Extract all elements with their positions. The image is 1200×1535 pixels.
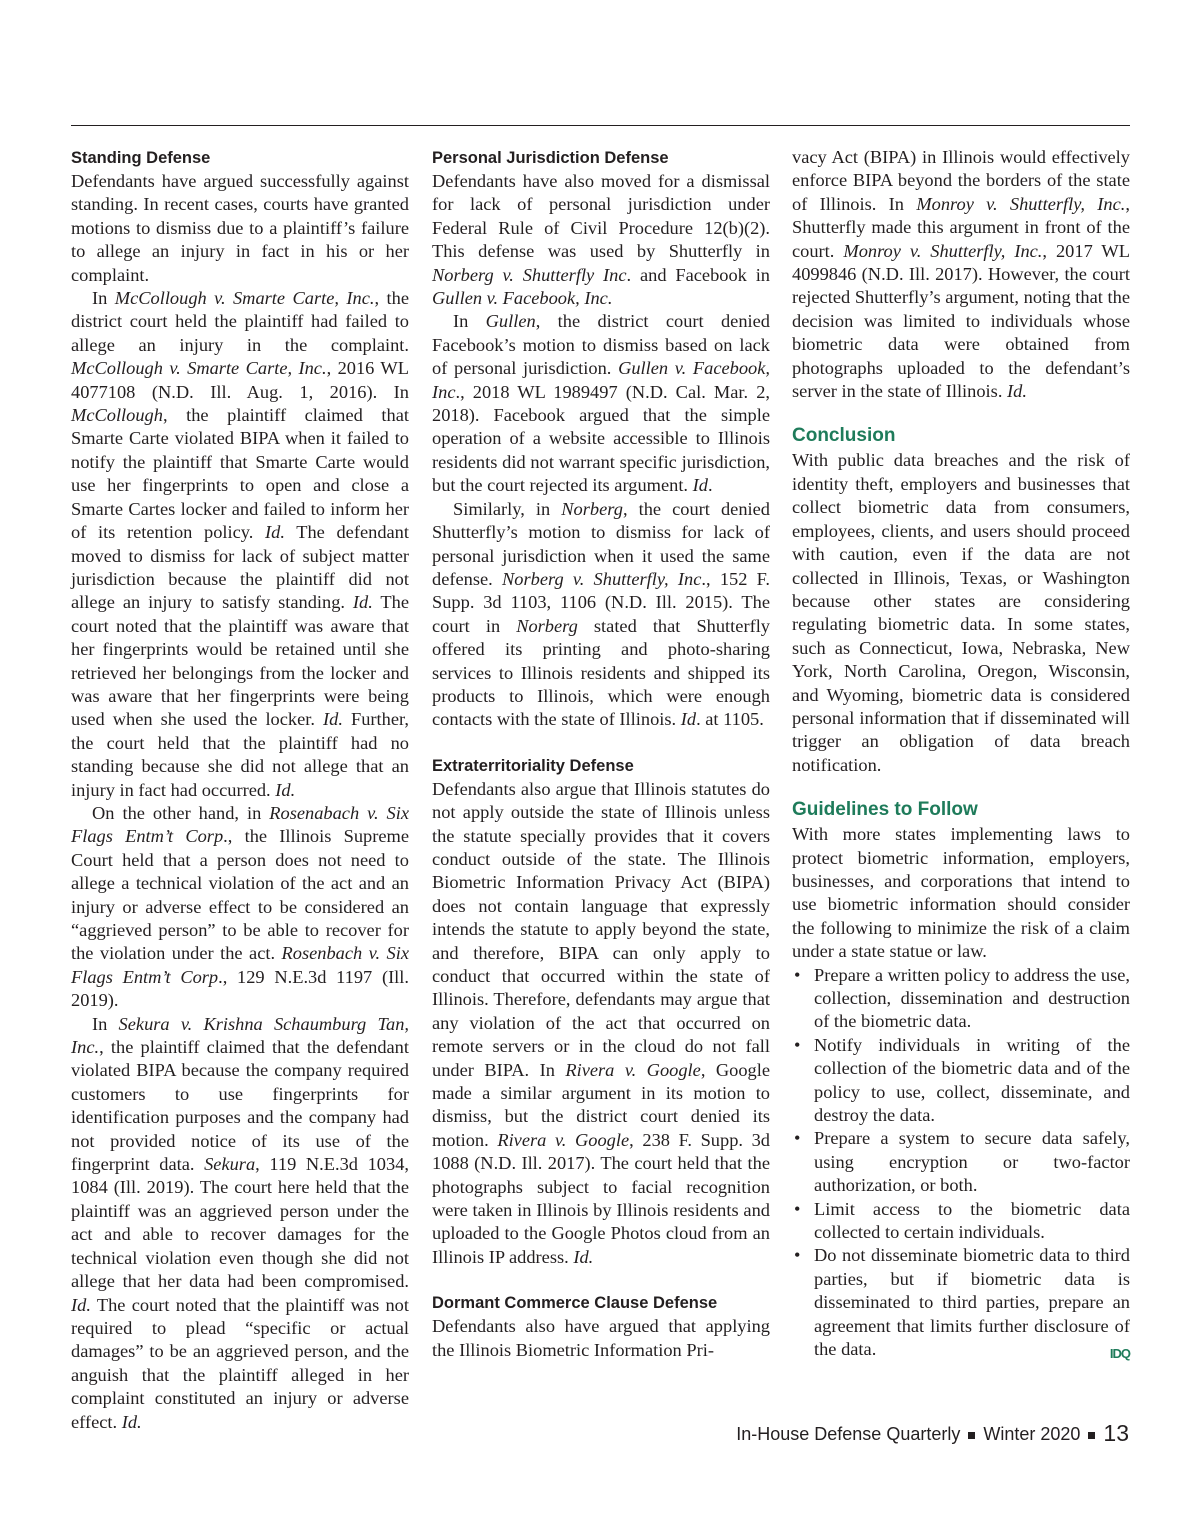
- guidelines-list: [792, 964, 1130, 1362]
- list-item-text: Do not disseminate biometric data to third parties, but if biometric data is disseminated to third parties, prepare an agreement that limits further disclosure of the data.: [814, 1245, 1130, 1360]
- text-run: , Shutterfly made this argument in front of the court.: [792, 193, 1130, 261]
- case-citation-text: Rivera v. Google: [565, 1059, 701, 1080]
- case-citation-text: Monroy v. Shutterfly, Inc.: [916, 193, 1126, 214]
- text-run: , the plaintiff claimed that Smarte Carte violated BIPA when it failed to notify the plaintiff that Smarte Carte would use her fingerprints to open and close a Smarte Cartes locker and failed to inform her of its retention policy.: [71, 405, 409, 543]
- paragraph: With public data breaches and the risk of identity theft, employers and businesses that collect biometric data from consumers, employees, clients, and users should proceed with caution, even if the data are not collected in Illinois, Texas, or Washington because other states are considering regulating biometric data. In some states, such as Connecticut, Iowa, Nebraska, New York, North Carolina, Oregon, Wisconsin, and Wyoming, biometric data is considered personal information that if disseminated will trigger an obligation of data breach notification.: [792, 450, 1130, 775]
- case-citation-text: Id.: [1007, 381, 1027, 402]
- page-number: 13: [1103, 1420, 1129, 1446]
- spacer: [792, 777, 1130, 797]
- list-item: [792, 1034, 1130, 1128]
- column-2: [432, 146, 770, 1362]
- text-run: stated that Shutterfly offered its printing and photo-sharing services to Illinois residents and shipped its products to Illinois, which were enough contacts with the state of Illinois.: [432, 615, 770, 730]
- paragraph: [432, 498, 770, 732]
- journal-title: In-House Defense Quarterly: [736, 1424, 961, 1444]
- case-citation-text: Id.: [573, 1246, 594, 1267]
- case-citation-text: McCollough: [71, 405, 163, 426]
- case-citation-text: Rosenabach v. Six Flags Entm’t Corp: [71, 802, 409, 847]
- case-citation-text: Id.: [275, 779, 296, 800]
- text-run: Further, the court held that the plaintiff had no standing because she did not allege that an injury in fact had occurred.: [71, 709, 409, 800]
- case-citation-text: Id: [680, 709, 697, 730]
- text-run: ., 2018 WL 1989497 (N.D. Cal. Mar. 2, 2018). Facebook argued that the simple operation of a website accessible to Illinois residents did not warrant specific jurisdiction, but the court rejected its argument.: [432, 381, 770, 496]
- list-item-text: Prepare a written policy to address the use, collection, dissemination and destruction of the biometric data.: [814, 964, 1130, 1032]
- list-item-text: Limit access to the biometric data collected to certain individuals.: [814, 1198, 1130, 1243]
- paragraph: [71, 1013, 409, 1434]
- text-run: , the district court denied Facebook’s motion to dismiss based on lack of personal jurisdiction.: [432, 311, 770, 379]
- text-run: . and Facebook in: [626, 264, 771, 285]
- list-item-text: Notify individuals in writing of the collection of the biometric data and of the policy to use, collect, disseminate, and destroy the data.: [814, 1034, 1130, 1126]
- case-citation-text: Rosenbach v. Six Flags Entm’t Corp: [71, 943, 410, 987]
- list-item: [792, 1198, 1130, 1245]
- case-citation-text: Norberg: [561, 498, 623, 519]
- heading-conclusion: Conclusion: [792, 425, 896, 447]
- case-citation-text: Id.: [121, 1411, 142, 1432]
- header-rule: [71, 125, 1130, 126]
- text-run: , the court denied Shutterfly’s motion to dismiss for lack of personal jurisdiction when it used the same defense.: [432, 498, 770, 589]
- case-citation-text: Norberg v. Shutterfly Inc: [432, 264, 627, 285]
- case-citation-text: Id.: [323, 709, 343, 730]
- text-run: , 238 F. Supp. 3d 1088 (N.D. Ill. 2017). The court held that the photographs subject to facial recognition were taken in Illinois by Illinois residents and uploaded to the Google Photos cloud from an Illinois IP address.: [432, 1129, 771, 1267]
- case-citation-text: Id.: [352, 592, 373, 613]
- spacer: [432, 732, 770, 754]
- list-item-text: Prepare a system to secure data safely, using encryption or two-factor authorization, or both.: [814, 1128, 1130, 1196]
- paragraph: Defendants also have argued that applying the Illinois Biometric Information Pri-: [432, 1316, 770, 1360]
- case-citation-text: Gullen v. Facebook, Inc: [432, 358, 770, 402]
- bullet-icon: •: [794, 964, 801, 985]
- text-run: The defendant moved to dismiss for lack of subject matter jurisdiction because the plaintiff did not allege an injury to satisfy standing.: [71, 522, 409, 613]
- text-run: , 119 N.E.3d 1034, 1084 (Ill. 2019). The court here held that the plaintiff was an aggrieved person under the act and able to recover damages for the technical violation even though she did not allege that her data had been compromised.: [71, 1154, 409, 1292]
- paragraph: Defendants have argued successfully against standing. In recent cases, courts have granted motions to dismiss due to a plaintiff’s failure to allege an injury in fact in his or her complaint.: [71, 171, 409, 285]
- case-citation-text: Gullen: [485, 311, 536, 332]
- text-run: , 2017 WL 4099846 (N.D. Ill. 2017). However, the court rejected Shutterfly’s argument, noting that the decision was limited to individuals whose biometric data were obtained from photographs uploaded to the defendant’s server in the state of Illinois.: [792, 240, 1130, 402]
- case-citation-text: Id.: [71, 1294, 91, 1315]
- bullet-icon: •: [794, 1198, 801, 1219]
- text-run: The court noted that the plaintiff was aware that her fingerprints would be retained until she retrieved her belongings from the locker and was aware that her fingerprints were being used when she used the locker.: [71, 592, 409, 730]
- list-item: [792, 1127, 1130, 1197]
- text-run: , 2016 WL 4077108 (N.D. Ill. Aug. 1, 2016). In: [71, 358, 409, 402]
- text-run: . at 1105.: [696, 709, 764, 730]
- heading-dormant-commerce: Dormant Commerce Clause Defense: [432, 1294, 718, 1313]
- case-citation-text: Id: [692, 475, 708, 496]
- text-run: In: [453, 311, 486, 332]
- text-run: In: [92, 288, 115, 309]
- spacer: [432, 1269, 770, 1291]
- text-run: , the plaintiff claimed that the defendant violated BIPA because the company required customers to use fingerprints for identification purposes and the company had not provided notice of its use of the fingerprint data.: [71, 1037, 409, 1175]
- paragraph: [432, 170, 770, 310]
- paragraph: With more states implementing laws to protect biometric information, employers, businesses, and corporations that intend to use biometric information should consider the following to minimize the risk of a claim under a state statue or law.: [792, 824, 1130, 962]
- idq-end-mark-logo: IDQ: [1109, 1346, 1130, 1362]
- text-run: ., the Illinois Supreme Court held that a person does not need to allege a technical violation of the act and an injury or adverse effect to be considered an “aggrieved person” to be able to recover for the violation under the act.: [71, 826, 409, 964]
- paragraph: [71, 802, 409, 1013]
- paragraph: [432, 778, 770, 1270]
- text-run: ., 129 N.E.3d 1197 (Ill. 2019).: [71, 966, 410, 1011]
- case-citation-text: Norberg v. Shutterfly, Inc: [502, 568, 702, 589]
- text-run: On the other hand, in: [92, 802, 270, 823]
- list-item: [792, 1244, 1130, 1361]
- column-1: [71, 146, 409, 1434]
- text-run: Similarly, in: [453, 498, 562, 519]
- bullet-icon: •: [794, 1128, 801, 1149]
- heading-standing-defense: Standing Defense: [71, 149, 211, 167]
- column-3: [792, 146, 1130, 1366]
- case-citation-text: McCollough v. Smarte Carte, Inc.: [71, 358, 327, 379]
- bullet-icon: •: [794, 1034, 801, 1055]
- case-citation-text: Norberg: [516, 615, 578, 636]
- paragraph: [432, 310, 770, 497]
- case-citation-text: Rivera v. Google: [497, 1129, 630, 1150]
- heading-personal-jurisdiction: Personal Jurisdiction Defense: [432, 149, 669, 167]
- heading-guidelines: Guidelines to Follow: [792, 799, 978, 821]
- case-citation-text: Gullen v. Facebook, Inc.: [432, 288, 613, 309]
- text-run: , the district court held the plaintiff had failed to allege an injury in the complaint.: [71, 288, 409, 355]
- text-run: vacy Act (BIPA) in Illinois would effectively enforce BIPA beyond the borders of the state of Illinois. In: [792, 147, 1130, 214]
- spacer: [792, 403, 1130, 423]
- list-item: [792, 964, 1130, 1034]
- case-citation-text: Monroy v. Shutterfly, Inc.: [843, 240, 1043, 261]
- heading-extraterritoriality: Extraterritoriality Defense: [432, 756, 634, 775]
- text-run: In: [92, 1013, 119, 1034]
- text-run: Defendants also argue that Illinois statutes do not apply outside the state of Illinois unless the statute specially provides that it covers conduct outside of the state. The Illinois Biometric Information Privacy Act (BIPA) does not contain language that expressly intends the statute to apply beyond the state, and therefore, BIPA can only apply to conduct that occurred within the state of Illinois. Therefore, defendants may argue that any violation of the act that occurred on remote servers or in the cloud do not fall under BIPA. In: [432, 778, 770, 1080]
- square-separator-icon: [968, 1432, 975, 1439]
- bullet-icon: •: [794, 1245, 801, 1266]
- page-footer: [736, 1420, 1129, 1447]
- text-run: .: [707, 475, 713, 496]
- issue-label: Winter 2020: [983, 1424, 1081, 1444]
- paragraph: [792, 146, 1130, 403]
- text-run: The court noted that the plaintiff was not required to plead “specific or actual damages” to be an aggrieved person, and the anguish that the plaintiff alleged in her complaint constituted an injury or adverse effect.: [71, 1294, 409, 1432]
- paragraph: [71, 287, 409, 802]
- case-citation-text: McCollough v. Smarte Carte, Inc.: [114, 288, 375, 309]
- square-separator-icon: [1088, 1432, 1095, 1439]
- text-run: Defendants have also moved for a dismissal for lack of personal jurisdiction under Federal Rule of Civil Procedure 12(b)(2). This defense was used by Shutterfly in: [432, 171, 770, 262]
- case-citation-text: Sekura v. Krishna Schaumburg Tan, Inc.: [71, 1013, 409, 1058]
- text-run: ., 152 F. Supp. 3d 1103, 1106 (N.D. Ill. 2015). The court in: [432, 568, 771, 636]
- case-citation-text: Sekura: [204, 1154, 256, 1175]
- case-citation-text: Id.: [265, 522, 285, 543]
- text-run: , Google made a similar argument in its motion to dismiss, but the district court denied its motion.: [432, 1059, 770, 1150]
